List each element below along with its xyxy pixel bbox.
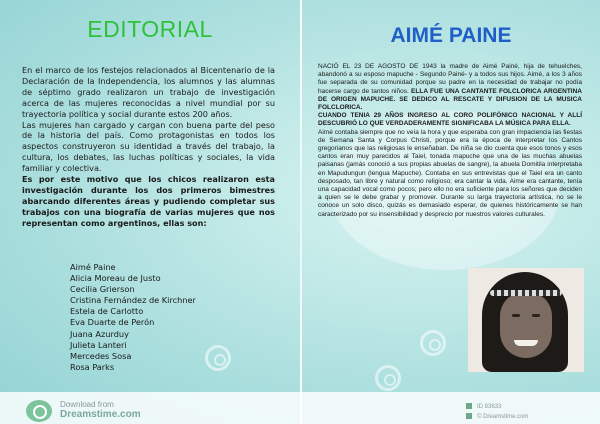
list-item: Aimé Paine: [70, 262, 116, 272]
square-icon: [466, 413, 472, 419]
watermark-meta-line: [466, 412, 528, 422]
portrait-smile: [514, 340, 538, 346]
biography-title: AIMÉ PAINE: [390, 24, 512, 47]
list-item: Eva Duarte de Perón: [70, 317, 155, 328]
list-item: Julieta Lanteri: [70, 339, 127, 350]
spiral-decoration-icon: [375, 365, 401, 391]
watermark-id: ID 83633: [477, 404, 502, 410]
list-item: Estela de Carlotto: [70, 306, 144, 317]
biography-highlight: CUANDO TENIA 29 AÑOS INGRESO AL CORO POLIFÓNICO NACIONAL Y ALLÍ DESCUBRIÓ LO QUE VERDADERAMENTE SIGNIFICABA LA MÚSICA PARA ELLA.: [318, 112, 582, 128]
portrait-photo: [468, 268, 584, 372]
editorial-paragraph: Es por este motivo que los chicos realizaron esta investigación durante los dos primeros bimestres abarcando diferentes áreas y pudiendo completar sus trabajos con una biografía de varias mujeres que nos representan como argentinos, ellas son:: [22, 174, 275, 228]
portrait-eye: [532, 314, 540, 317]
list-item: Rosa Parks: [70, 361, 115, 372]
list-item: Cecilia Grierson: [70, 284, 135, 295]
watermark-line: Download from: [60, 400, 114, 409]
watermark-copyright: © Dreamstime.com: [477, 414, 529, 420]
biography-body: [318, 63, 582, 219]
watermark-text: [60, 400, 141, 420]
portrait-eye: [512, 314, 520, 317]
spiral-decoration-icon: [420, 330, 446, 356]
watermark-meta-line: [466, 402, 528, 412]
editorial-paragraph: En el marco de los festejos relacionados al Bicentenario de la Declaración de la Independencia, los alumnos y las alumnas de séptimo grado realizaron un trabajo de investigación acerca de las mujeres reconocidas a nivel mundial por su trayectoria política y social durante estos 200 años.: [22, 65, 275, 119]
dreamstime-logo-icon: [26, 400, 52, 422]
list-item: Juana Azurduy: [70, 328, 129, 339]
editorial-title: EDITORIAL: [87, 16, 213, 42]
spiral-decoration-icon: [205, 345, 231, 371]
editorial-paragraph: Las mujeres han cargado y cargan con buena parte del peso de la historia del país. Como protagonistas en todos los aspectos construyeron su identidad a través del trabajo, la cultura, los debates, las luchas políticas y sociales, la vida familiar y colectiva.: [22, 119, 275, 174]
biography-paragraph: Aimé contaba siempre que no veía la hora y que esperaba con gran impaciencia las fiestas de Semana Santa y Corpus Christi, porque era la época de interpretar los Cantos gregorianos que las religiosas le enseñaban. De niña se dio cuenta que esos tonos y esos cantos eran muy parecidos al Taiel, tonada mapuche que una de las muchas abuelas paisanas (jamás conoció a sus propias abuelas de sangre), la abuela Domitila interpretaba en Mapudungun (lengua Mapuche). Contaba en sus entrevistas que el Taiel era un canto desposado, tan libre y natural como religioso; era cantar la vida. Aime era cantante, tenía una capacidad vocal como pocos; pero ello no era suficiente para los señores que deciden a quien se le debe grabar y promover. Durante su larga trayectoria artística, no se le conoce un solo disco, quizás es demasiado esperar, de quienes históricamente se han caracterizado por su insensibilidad y desprecio por nuestros valores culturales.: [318, 128, 582, 218]
editorial-body: [22, 65, 275, 229]
square-icon: [466, 403, 472, 409]
biography-text: NACIÓ EL 23 DE AGOSTO DE 1943 la madre de Aimé Painé, hija de tehuelches, abandonó a su esposo mapuche - Segundo Painé- y a todos sus hijos. Aimé, a los 3 años fue separada de su comunidad porque su padre en la necesidad de trabajar no podía hacerse cargo de tantos niños.: [318, 63, 582, 95]
women-list: [70, 262, 196, 373]
page-divider: [300, 0, 302, 424]
portrait-face: [500, 292, 552, 358]
list-item: Cristina Fernández de Kirchner: [70, 295, 196, 306]
list-item: Mercedes Sosa: [70, 350, 132, 361]
list-item: Alicia Moreau de Justo: [70, 273, 161, 284]
biography-paragraph: [318, 63, 582, 112]
watermark-brand: Dreamstime.com: [60, 409, 141, 420]
portrait-headband: [490, 290, 562, 296]
biography-highlight: ELLA FUE UNA CANTANTE FOLCLORICA ARGENTINA DE ORIGEN MAPUCHE. SE DEDICO AL RESCATE Y DIFUSION DE LA MUSICA FOLCLORICA.: [318, 87, 583, 112]
watermark-meta: [466, 402, 528, 422]
